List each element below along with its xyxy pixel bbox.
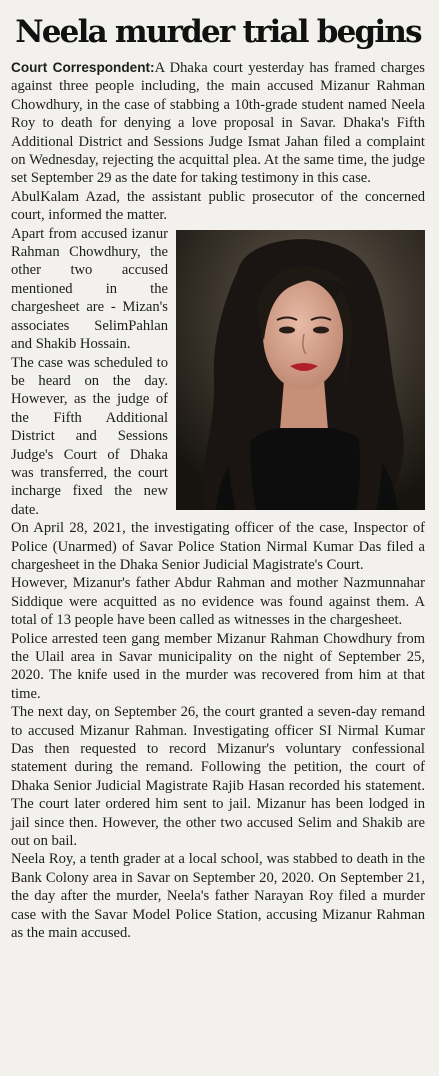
paragraph-7: Police arrested teen gang member Mizanur Rahman Chowdhury from the Ulail area in Savar municipality on the night of September 25, 2020. The knife used in the murder was recovered from him at that time. [11,630,425,702]
paragraph-1 [11,59,425,188]
portrait-illustration [176,230,425,510]
paragraph-2: AbulKalam Azad, the assistant public prosecutor of the concerned court, informed the matter. [11,188,425,224]
paragraph-8: The next day, on September 26, the court granted a seven-day remand to accused Mizanur Rahman. Investigating officer SI Nirmal Kumar Das then requested to record Mizanur's voluntary confessional statement during the remand. Following the petition, the court of Dhaka Senior Judicial Magistrate Rajib Hasan recorded his statement. The court later ordered him sent to jail. Mizanur has been lodged in jail since then. However, the other two accused Selim and Shakib are out on bail. [11,704,425,850]
paragraph-1-text: A Dhaka court yesterday has framed charges against three people including, the main accused Mizanur Rahman Chowdhury, in the case of stabbing a 10th-grade student named Neela Roy to death for denying a love proposal in Savar. Dhaka's Fifth Additional District and Sessions Judge Ismat Jahan filed a complaint on Wednesday, rejecting the acquittal plea. At the same time, the judge set September 29 as the date for taking testimony in this case. [11,60,425,187]
paragraph-6: However, Mizanur's father Abdur Rahman and mother Nazmunnahar Siddique were acquitted as no evidence was found against them. A total of 13 people have been called as witnesses in the chargesheet. [11,575,425,629]
byline: Court Correspondent: [11,60,155,75]
paragraph-5: On April 28, 2021, the investigating officer of the case, Inspector of Police (Unarmed) of Savar Police Station Nirmal Kumar Das filed a chargesheet in the Dhaka Senior Judicial Magistrate's Court. [11,520,425,573]
headline: Neela murder trial begins [15,14,421,50]
victim-photo [176,230,425,510]
paragraph-9: Neela Roy, a tenth grader at a local school, was stabbed to death in the Bank Colony area in Savar on September 20, 2020. On September 21, the day after the murder, Neela's father Narayan Roy filed a murder case with the Savar Model Police Station, accusing Mizanur Rahman as the main accused. [11,851,425,942]
article-body [11,59,425,943]
paragraph-4: The case was scheduled to be heard on the day. However, as the judge of the Fifth Additional District and Sessions Judge's Court of Dhaka was transferred, the court incharge fixed the new date. [11,354,168,518]
paragraph-3: Apart from accused izanur Rahman Chowdhury, the other two accused mentioned in the chargesheet are - Mizan's associates SelimPahlan and Shakib Hossain. [11,225,168,353]
